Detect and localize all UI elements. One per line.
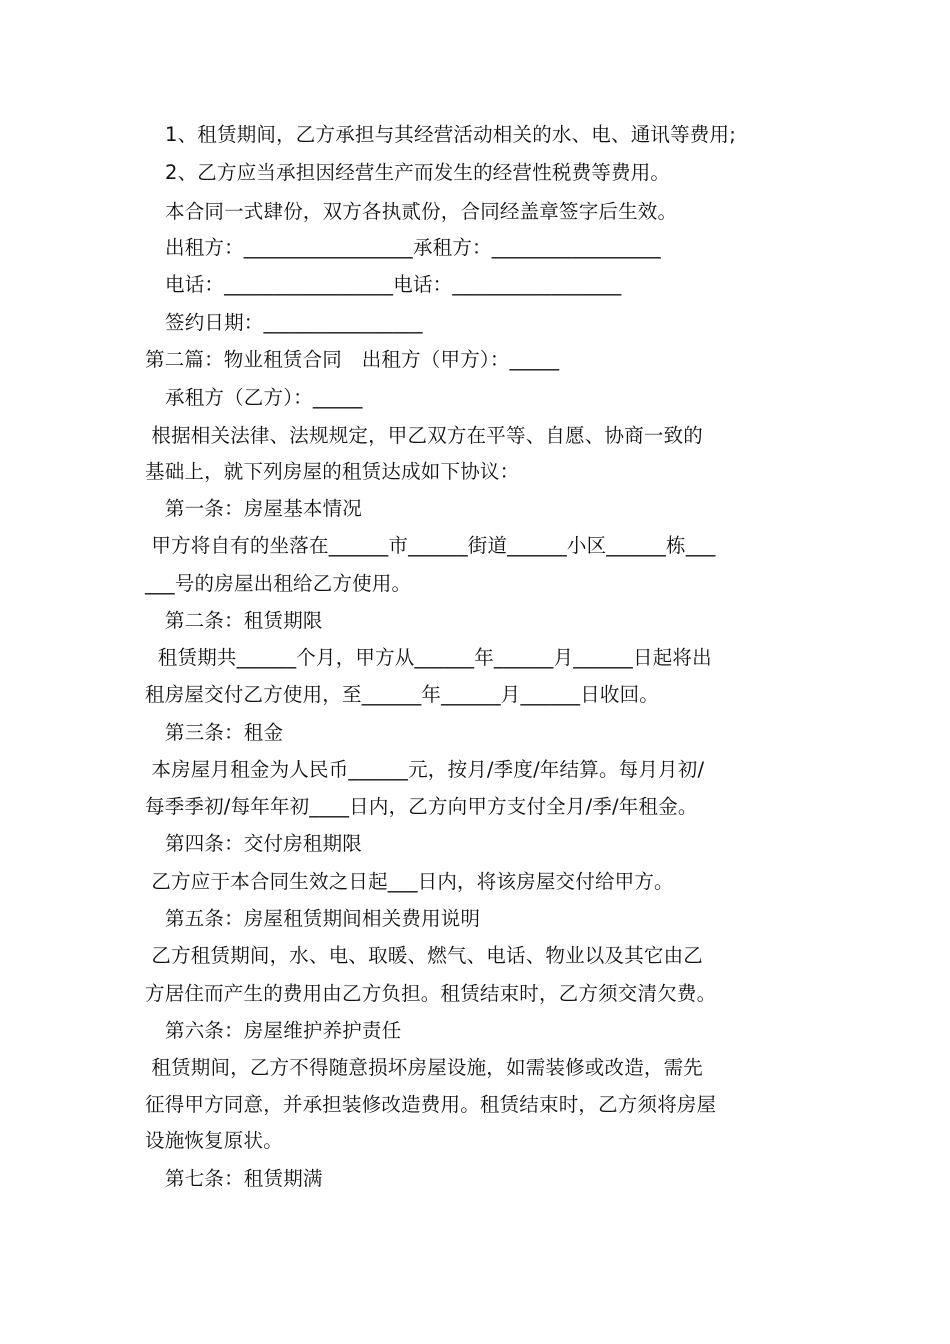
article-2-text-2: 租房屋交付乙方使用，至______年______月______日收回。 [145,683,660,706]
article-1-heading: 第一条：房屋基本情况 [165,497,363,520]
article-6-text-1: 租赁期间，乙方不得随意损坏房屋设施，如需装修或改造，需先 [145,1056,703,1079]
signature-phone-line: 电话：_________________电话：_________________ [165,273,622,296]
article-3-text-1: 本房屋月租金为人民币______元，按月/季度/年结算。每月月初/ [145,758,705,781]
article-6-text-2: 征得甲方同意，并承担装修改造费用。租赁结束时，乙方须将房屋 [145,1093,717,1116]
article-2-text-1: 租赁期共______个月，甲方从______年______月______日起将出 [145,646,712,669]
article-6-text-3: 设施恢复原状。 [145,1129,283,1152]
article-4-heading: 第四条：交付房租期限 [165,832,363,855]
article-6-heading: 第六条：房屋维护养护责任 [165,1019,402,1042]
article-3-heading: 第三条：租金 [165,721,284,744]
clause-water-electric-fees: 1、租赁期间，乙方承担与其经营活动相关的水、电、通讯等费用; [165,123,736,146]
article-7-heading: 第七条：租赁期满 [165,1167,323,1190]
preamble-line-1: 根据相关法律、法规规定，甲乙双方在平等、自愿、协商一致的 [145,424,703,447]
preamble-line-2: 基础上，就下列房屋的租赁达成如下协议： [145,460,520,483]
section-title-second: 第二篇：物业租赁合同 出租方（甲方）：_____ [145,348,560,371]
article-2-heading: 第二条：租赁期限 [165,609,323,632]
article-4-text: 乙方应于本合同生效之日起___日内，将该房屋交付给甲方。 [145,870,674,893]
article-5-text-1: 乙方租赁期间，水、电、取暖、燃气、电话、物业以及其它由乙 [145,944,703,967]
article-1-text-2: ___号的房屋出租给乙方使用。 [145,572,412,595]
article-5-heading: 第五条：房屋租赁期间相关费用说明 [165,907,481,930]
signature-parties-line: 出租方：_________________承租方：_________________ [165,236,661,259]
article-5-text-2: 方居住而产生的费用由乙方负担。租赁结束时，乙方须交清欠费。 [145,982,717,1005]
clause-tax-fees: 2、乙方应当承担因经营生产而发生的经营性税费等费用。 [165,161,671,184]
contract-copies-note: 本合同一式肆份，双方各执贰份，合同经盖章签字后生效。 [165,200,678,223]
signing-date-line: 签约日期：________________ [165,311,423,334]
lessee-line: 承租方（乙方）：_____ [165,386,363,409]
article-3-text-2: 每季季初/每年年初____日内，乙方向甲方支付全月/季/年租金。 [145,795,698,818]
article-1-text-1: 甲方将自有的坐落在______市______街道______小区______栋___ [145,534,716,557]
